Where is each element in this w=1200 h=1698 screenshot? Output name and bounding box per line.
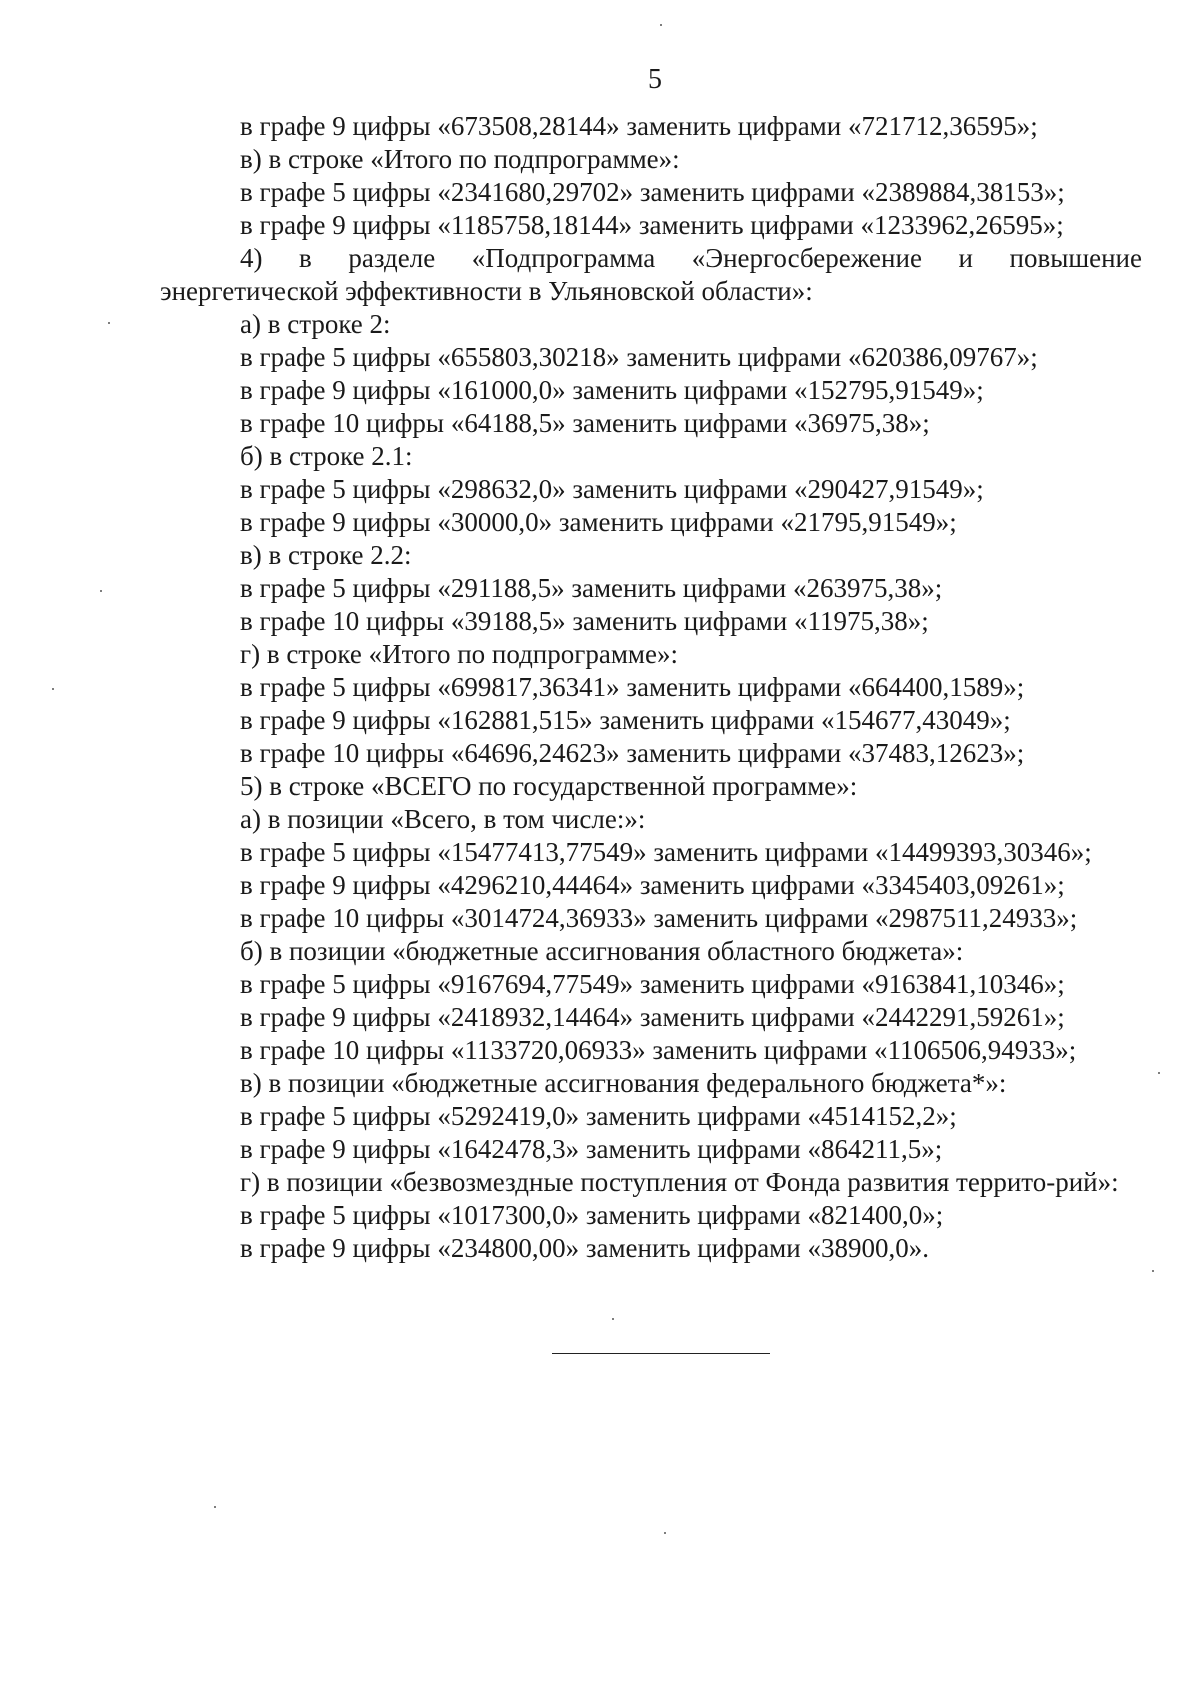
paragraph: б) в строке 2.1:: [240, 441, 413, 471]
paragraph: в графе 5 цифры «291188,5» заменить цифрами «263975,38»;: [240, 573, 943, 603]
paragraph: в графе 5 цифры «5292419,0» заменить цифрами «4514152,2»;: [240, 1101, 957, 1131]
paragraph: в графе 10 цифры «3014724,36933» заменить цифрами «2987511,24933»;: [240, 903, 1078, 933]
scan-speck: [612, 1318, 614, 1320]
paragraph: в графе 5 цифры «2341680,29702» заменить цифрами «2389884,38153»;: [240, 177, 1065, 207]
paragraph: в графе 9 цифры «673508,28144» заменить цифрами «721712,36595»;: [240, 111, 1038, 141]
paragraph: в графе 10 цифры «64188,5» заменить цифрами «36975,38»;: [240, 408, 930, 438]
paragraph: в графе 9 цифры «161000,0» заменить цифрами «152795,91549»;: [240, 375, 984, 405]
paragraph: в) в строке 2.2:: [240, 540, 412, 570]
paragraph: г) в строке «Итого по подпрограмме»:: [240, 639, 678, 669]
paragraph: 4) в разделе «Подпрограмма «Энергосбережение и повышение энергетической эффективности в Ульяновской области»:: [160, 243, 1142, 306]
scan-speck: [214, 1506, 216, 1508]
paragraph: в графе 10 цифры «39188,5» заменить цифрами «11975,38»;: [240, 606, 929, 636]
paragraph: в графе 9 цифры «1642478,3» заменить цифрами «864211,5»;: [240, 1134, 943, 1164]
paragraph: в графе 9 цифры «30000,0» заменить цифрами «21795,91549»;: [240, 507, 957, 537]
paragraph: в графе 9 цифры «2418932,14464» заменить цифрами «2442291,59261»;: [240, 1002, 1065, 1032]
paragraph: 5) в строке «ВСЕГО по государственной программе»:: [240, 771, 858, 801]
paragraph: в графе 5 цифры «9167694,77549» заменить цифрами «9163841,10346»;: [240, 969, 1065, 999]
paragraph: в графе 9 цифры «4296210,44464» заменить цифрами «3345403,09261»;: [240, 870, 1065, 900]
paragraph: в графе 9 цифры «162881,515» заменить цифрами «154677,43049»;: [240, 705, 1011, 735]
paragraph: в графе 5 цифры «298632,0» заменить цифрами «290427,91549»;: [240, 474, 984, 504]
paragraph: в графе 5 цифры «699817,36341» заменить цифрами «664400,1589»;: [240, 672, 1025, 702]
paragraph: в) в позиции «бюджетные ассигнования федерального бюджета*»:: [240, 1068, 1007, 1098]
paragraph: в) в строке «Итого по подпрограмме»:: [240, 144, 680, 174]
scan-speck: [1158, 1072, 1160, 1074]
scan-speck: [100, 590, 102, 592]
paragraph: в графе 10 цифры «64696,24623» заменить цифрами «37483,12623»;: [240, 738, 1025, 768]
paragraph: в графе 10 цифры «1133720,06933» заменить цифрами «1106506,94933»;: [240, 1035, 1077, 1065]
paragraph: в графе 5 цифры «15477413,77549» заменить цифрами «14499393,30346»;: [240, 837, 1092, 867]
scan-speck: [52, 688, 54, 690]
end-rule: [552, 1353, 770, 1354]
page-number: 5: [648, 64, 662, 95]
paragraph: г) в позиции «безвозмездные поступления от Фонда развития террито-рий»:: [240, 1167, 1119, 1197]
paragraph: в графе 5 цифры «655803,30218» заменить цифрами «620386,09767»;: [240, 342, 1038, 372]
paragraph: а) в позиции «Всего, в том числе:»:: [240, 804, 646, 834]
paragraph: б) в позиции «бюджетные ассигнования областного бюджета»:: [240, 936, 964, 966]
paragraph: в графе 9 цифры «234800,00» заменить цифрами «38900,0».: [240, 1233, 929, 1263]
scan-speck: [108, 322, 110, 324]
paragraph: в графе 9 цифры «1185758,18144» заменить цифрами «1233962,26595»;: [240, 210, 1064, 240]
scan-speck: [664, 1532, 666, 1534]
paragraph: в графе 5 цифры «1017300,0» заменить цифрами «821400,0»;: [240, 1200, 944, 1230]
scan-speck: [1152, 1270, 1154, 1272]
document-body: [160, 110, 1142, 1265]
scan-speck: [660, 24, 662, 26]
paragraph: а) в строке 2:: [240, 309, 391, 339]
